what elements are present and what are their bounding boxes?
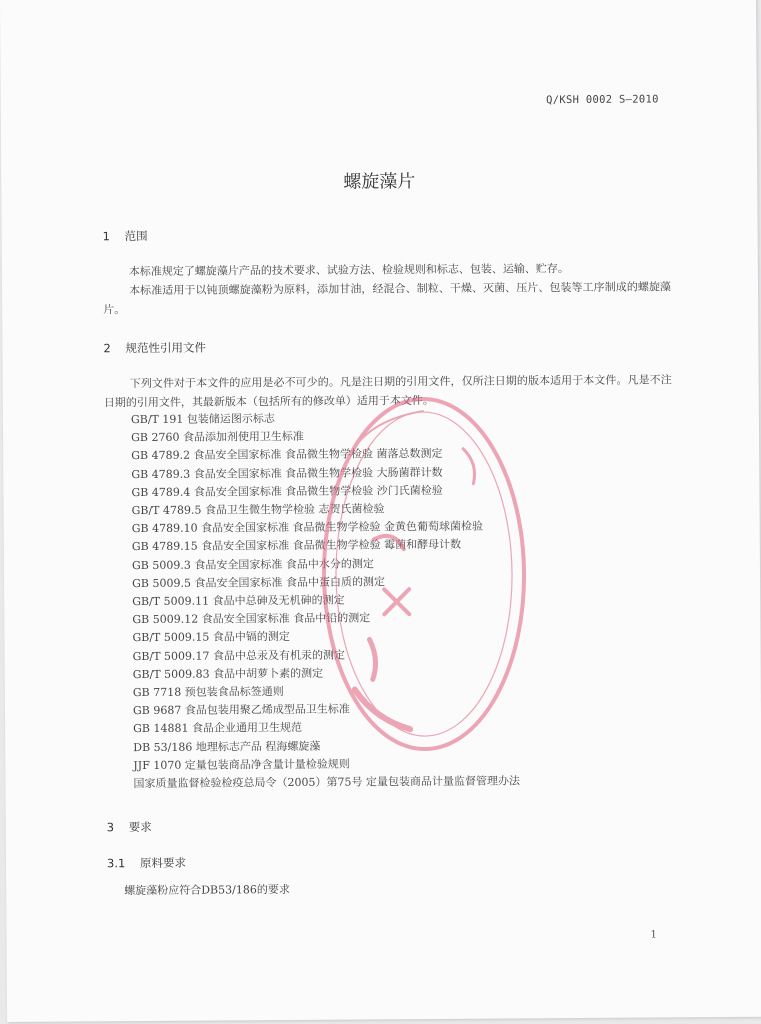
section-1-number: 1: [102, 229, 111, 244]
reference-item: GB 9687 食品包装用聚乙烯成型品卫生标准: [132, 702, 350, 718]
section-3-heading: [107, 819, 152, 835]
reference-item: GB/T 5009.11 食品中总砷及无机砷的测定: [132, 593, 345, 609]
reference-item: GB 4789.2 食品安全国家标准 食品微生物学检验 菌落总数测定: [131, 447, 443, 463]
reference-item: GB/T 191 包装储运图示标志: [130, 412, 275, 427]
section-2-heading: [103, 340, 206, 357]
section-3-title: 要求: [128, 819, 152, 835]
reference-item: GB/T 5009.83 食品中胡萝卜素的测定: [132, 666, 324, 681]
section-3-number: 3: [106, 820, 115, 835]
section-1-paragraph-2-text: 本标准适用于以钝顶螺旋藻粉为原料，添加甘油，经混合、制粒、干燥、灭菌、压片、包装等工序制成的螺旋藻片。: [103, 280, 672, 317]
reference-item: JJF 1070 定量包装商品净含量计量检验规则: [133, 757, 350, 772]
section-2-title: 规范性引用文件: [125, 340, 206, 356]
reference-item: GB 7718 预包装食品标签通则: [132, 685, 284, 700]
section-2-intro-text: 下列文件对于本文件的应用是必不可少的。凡是注日期的引用文件，仅所注日期的版本适用于本文件。凡是不注日期的引用文件，其最新版本（包括所有的修改单）适用于本文件。: [103, 373, 672, 410]
reference-item: GB 4789.15 食品安全国家标准 食品微生物学检验 霉菌和酵母计数: [131, 538, 462, 554]
reference-item: GB 14881 食品企业通用卫生规范: [133, 721, 302, 736]
section-2-number: 2: [103, 341, 111, 356]
section-1-title: 范围: [124, 228, 148, 244]
reference-item: 国家质量监督检验检疫总局令（2005）第75号 定量包装商品计量监督管理办法: [133, 774, 521, 791]
page-number: 1: [650, 929, 657, 941]
section-1-heading: [103, 228, 148, 244]
reference-item: GB/T 4789.5 食品卫生微生物学检验 志贺氏菌检验: [131, 502, 385, 518]
section-3-1-heading: [107, 855, 186, 872]
reference-item: DB 53/186 地理标志产品 程海螺旋藻: [133, 739, 321, 754]
section-3-1-text-content: 螺旋藻粉应符合DB53/186的要求: [124, 882, 290, 898]
section-3-1-number: 3.1: [106, 856, 126, 871]
document-code: Q/KSH 0002 S—2010: [546, 93, 659, 107]
section-3-1-title: 原料要求: [139, 855, 187, 871]
reference-item: GB/T 5009.15 食品中镉的测定: [132, 630, 290, 645]
document-title: 螺旋藻片: [343, 171, 416, 193]
reference-item: GB 2760 食品添加剂使用卫生标准: [131, 430, 304, 445]
reference-item: GB 4789.3 食品安全国家标准 食品微生物学检验 大肠菌群计数: [131, 465, 443, 481]
reference-item: GB/T 5009.17 食品中总汞及有机汞的测定: [132, 648, 346, 663]
reference-item: GB 4789.10 食品安全国家标准 食品微生物学检验 金黄色葡萄球菌检验: [131, 519, 484, 536]
reference-item: GB 5009.3 食品安全国家标准 食品中水分的测定: [131, 557, 374, 572]
section-2-intro: [104, 370, 672, 412]
section-3-1-text: [107, 877, 675, 900]
reference-list: [131, 408, 520, 793]
reference-item: GB 4789.4 食品安全国家标准 食品微生物学检验 沙门氏菌检验: [131, 483, 443, 499]
section-1-paragraph-2: [103, 277, 671, 319]
reference-item: GB 5009.12 食品安全国家标准 食品中铅的测定: [132, 611, 371, 627]
section-1-paragraph-1-text: 本标准规定了螺旋藻片产品的技术要求、试验方法、检验规则和标志、包装、运输、贮存。: [128, 262, 569, 279]
reference-item: GB 5009.5 食品安全国家标准 食品中蛋白质的测定: [132, 575, 385, 590]
